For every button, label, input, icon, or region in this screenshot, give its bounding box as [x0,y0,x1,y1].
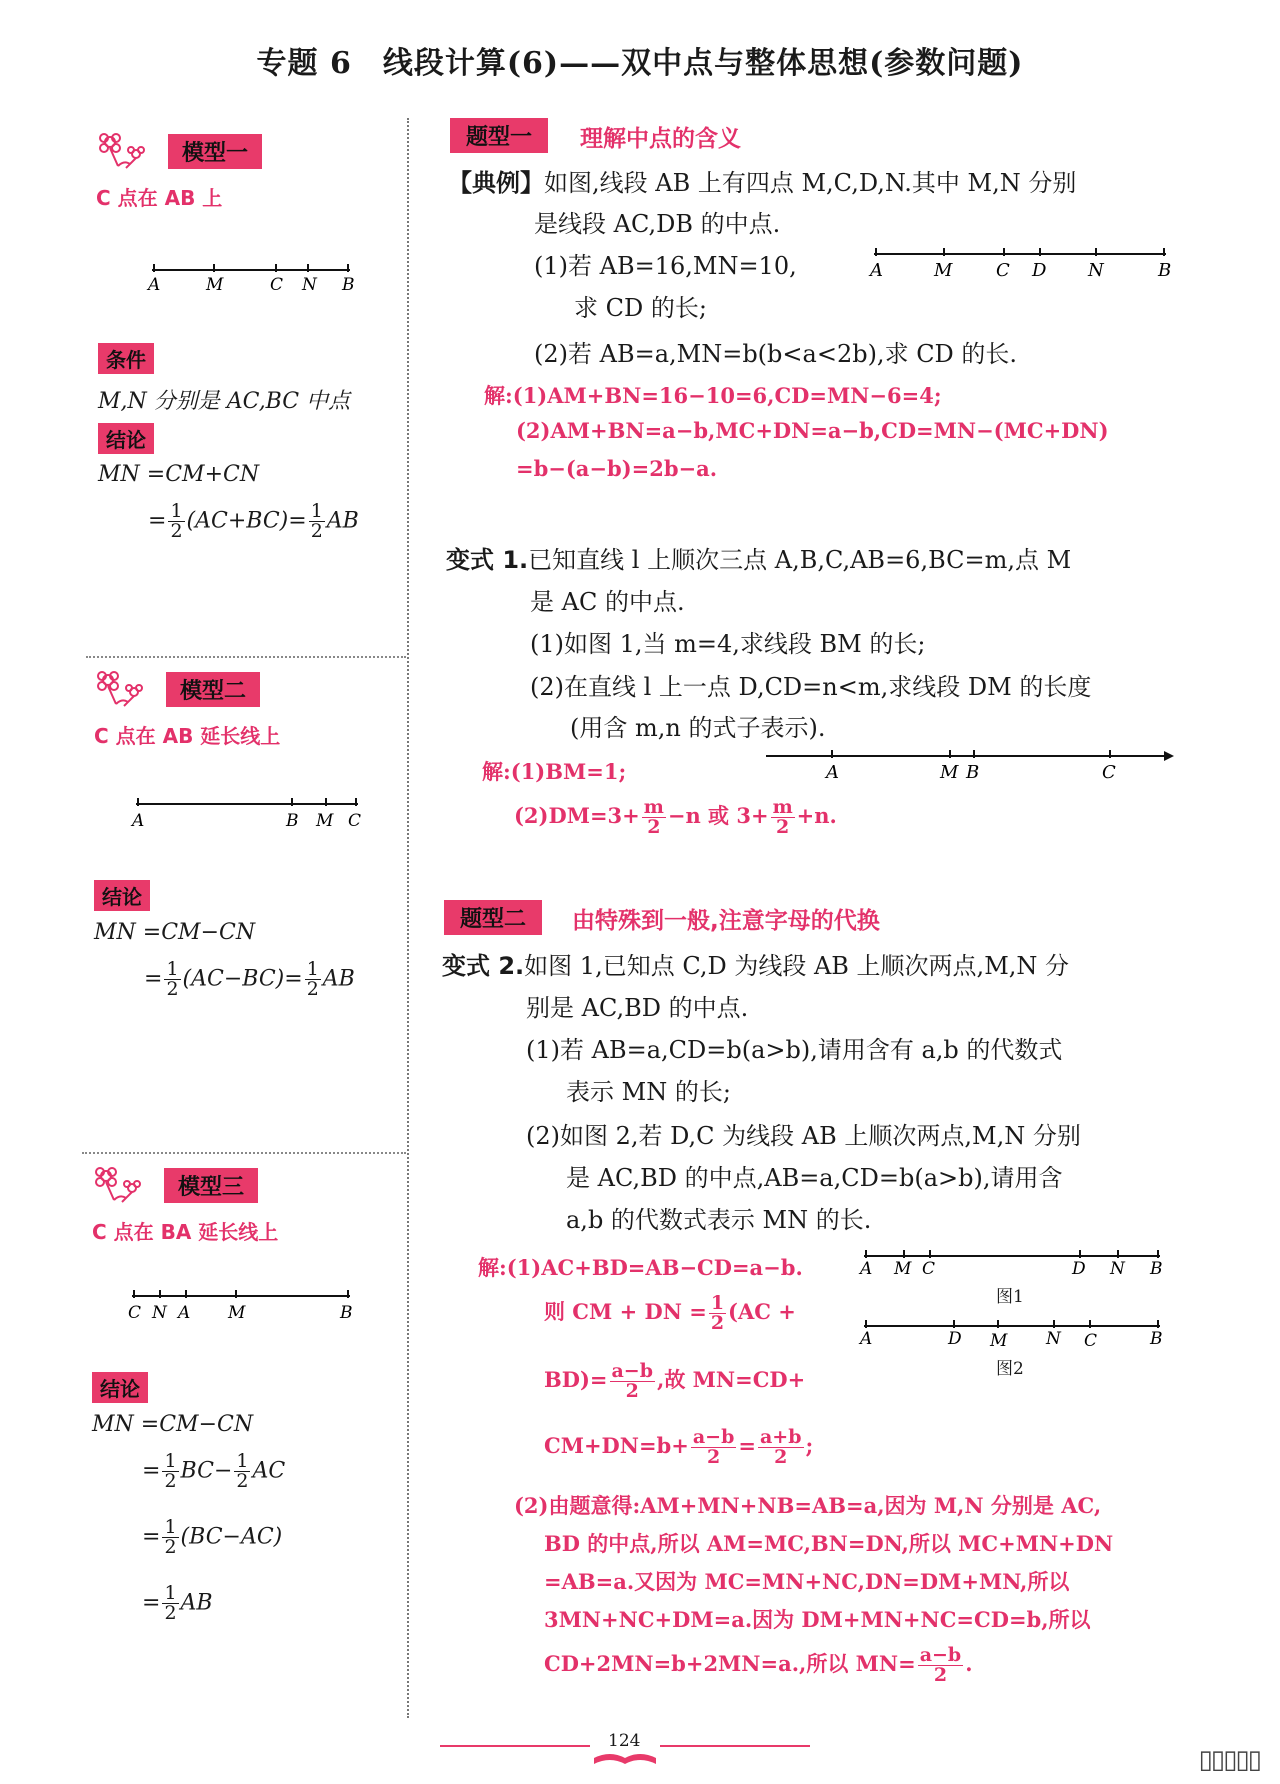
figure-2 [858,1318,1178,1356]
footer-rule [660,1745,810,1747]
solution-line: 3MN+NC+DM=a.因为 DM+MN+NC=CD=b,所以 [544,1607,1091,1632]
conclusion-line: MN =CM+CN [98,462,260,487]
point-label: B [340,1303,353,1323]
question-line: a,b 的代数式表示 MN 的长. [566,1206,872,1234]
point-label: A [148,275,161,295]
point-label: C [922,1259,936,1279]
topic-badge: 题型二 [444,900,542,935]
point-label: B [1150,1259,1163,1279]
point-label: B [342,275,355,295]
example-line: 【典例】如图,线段 AB 上有四点 M,C,D,N.其中 M,N 分别 [448,169,1077,197]
question-line: 是 AC,BD 的中点,AB=a,CD=b(a>b),请用含 [566,1164,1063,1192]
point-label: D [948,1329,962,1349]
point-label: N [152,1303,167,1323]
point-label: C [348,811,362,831]
model-badge: 模型二 [166,672,260,707]
condition-tag: 条件 [98,343,154,374]
solution-line: 则 CM + DN = $\frac{1}{2}$ (AC + [544,1292,796,1334]
conclusion-line: = $\frac{1}{2}$ AB [142,1582,213,1624]
point-label: D [1072,1259,1086,1279]
question-line: (2)如图 2,若 D,C 为线段 AB 上顺次两点,M,N 分别 [526,1122,1081,1150]
solution-line: 解:(1)BM=1; [482,759,627,784]
point-label: A [860,1259,873,1279]
point-label: C [1084,1331,1098,1351]
figure-caption: 图1 [996,1287,1024,1307]
solution-line: (2)DM=3+ $\frac{m}{2}$ −n 或 3+ $\frac{m}{2}$ +n. [514,796,837,838]
conclusion-tag: 结论 [92,1372,148,1403]
question-line: (1)若 AB=16,MN=10, [534,252,797,280]
model-subtitle: C 点在 AB 上 [96,186,223,210]
topic-title: 由特殊到一般,注意字母的代换 [572,908,880,934]
question-line: (1)如图 1,当 m=4,求线段 BM 的长; [530,630,926,658]
segment-diagram [868,246,1178,284]
point-label: A [860,1329,873,1349]
solution-line: CD+2MN=b+2MN=a.,所以 MN= $\frac{a-b}{2}$ . [544,1644,973,1686]
book-icon [590,1748,660,1768]
solution-line: 解:(1)AM+BN=16−10=6,CD=MN−6=4; [484,383,942,408]
point-label: B [286,811,299,831]
figure-1 [858,1248,1178,1286]
model-badge: 模型一 [168,134,262,169]
solution-line: BD)= $\frac{a-b}{2}$ ,故 MN=CD+ [544,1360,806,1402]
point-label: M [934,260,953,281]
point-label: N [1046,1329,1061,1349]
question-line: (2)若 AB=a,MN=b(b<a<2b),求 CD 的长. [534,340,1018,368]
section-divider [82,1152,406,1154]
point-label: A [132,811,145,831]
model-badge: 模型三 [164,1168,258,1203]
conclusion-line: = $\frac{1}{2}$ (AC−BC)= $\frac{1}{2}$ AB [144,958,355,1000]
point-label: C [128,1303,142,1323]
point-label: A [178,1303,191,1323]
segment-diagram [132,796,372,832]
segment-diagram [148,262,368,296]
flower-icon [94,668,154,708]
solution-line: 解:(1)AC+BD=AB−CD=a−b. [478,1255,803,1280]
question-line: (2)在直线 l 上一点 D,CD=n<m,求线段 DM 的长度 [530,673,1092,701]
point-label: B [1158,260,1172,281]
point-label: M [894,1259,912,1279]
point-label: N [1110,1259,1125,1279]
section-divider [86,656,406,658]
point-label: C [270,275,284,295]
variant-line: 别是 AC,BD 的中点. [526,994,749,1022]
point-label: D [1032,260,1047,281]
point-label: C [1102,762,1116,783]
point-label: M [990,1331,1008,1351]
conclusion-tag: 结论 [94,880,150,911]
question-line: (用含 m,n 的式子表示). [570,714,826,742]
point-label: M [940,762,959,783]
solution-line: BD 的中点,所以 AM=MC,BN=DN,所以 MC+MN+DN [544,1531,1114,1556]
segment-diagram [126,1288,366,1324]
topic-badge: 题型一 [450,118,548,153]
point-label: N [302,275,317,295]
arrow-icon [1164,751,1174,761]
point-label: M [206,275,224,295]
point-label: B [966,762,980,783]
solution-line: =AB=a.又因为 MC=MN+NC,DN=DM+MN,所以 [544,1569,1070,1594]
point-label: A [826,762,839,783]
topic-title: 理解中点的含义 [580,126,741,152]
condition-text: M,N 分别是 AC,BC 中点 [98,389,351,414]
figure-caption: 图2 [996,1359,1024,1379]
point-label: A [870,260,883,281]
solution-line: =b−(a−b)=2b−a. [516,456,718,481]
page-number: 124 [608,1731,641,1751]
variant-line: 变式 1.已知直线 l 上顺次三点 A,B,C,AB=6,BC=m,点 M [446,546,1072,574]
conclusion-tag: 结论 [98,423,154,454]
flower-icon [96,130,156,170]
solution-line: CM+DN=b+ $\frac{a-b}{2}$ = $\frac{a+b}{2}$ ; [544,1426,814,1468]
model-subtitle: C 点在 AB 延长线上 [94,724,281,748]
question-line: 求 CD 的长; [574,294,707,322]
ray-diagram [760,748,1180,786]
conclusion-line: = $\frac{1}{2}$ (AC+BC)= $\frac{1}{2}$ AB [148,500,359,542]
solution-line: (2)AM+BN=a−b,MC+DN=a−b,CD=MN−(MC+DN) [516,418,1109,443]
variant-line: 变式 2.如图 1,已知点 C,D 为线段 AB 上顺次两点,M,N 分 [442,952,1070,980]
page-title: 专题 6 线段计算(6)——双中点与整体思想(参数问题) [256,46,1024,81]
model-subtitle: C 点在 BA 延长线上 [92,1220,279,1244]
point-label: M [228,1303,246,1323]
question-line: (1)若 AB=a,CD=b(a>b),请用含有 a,b 的代数式 [526,1036,1063,1064]
flower-icon [92,1164,152,1204]
question-line: 表示 MN 的长; [566,1078,731,1106]
point-label: B [1150,1329,1163,1349]
point-label: M [316,811,334,831]
conclusion-line: = $\frac{1}{2}$ BC− $\frac{1}{2}$ AC [142,1450,286,1492]
column-divider [407,118,409,1718]
conclusion-line: = $\frac{1}{2}$ (BC−AC) [142,1516,283,1558]
conclusion-line: MN =CM−CN [92,1412,254,1437]
footer-rule [440,1745,590,1747]
conclusion-line: MN =CM−CN [94,920,256,945]
solution-line: (2)由题意得:AM+MN+NB=AB=a,因为 M,N 分别是 AC, [514,1493,1102,1518]
point-label: C [996,260,1010,281]
point-label: N [1088,260,1104,281]
watermark: ▯▯▯▯▯ [1198,1745,1260,1775]
example-line: 是线段 AC,DB 的中点. [534,210,781,238]
variant-line: 是 AC 的中点. [530,588,685,616]
